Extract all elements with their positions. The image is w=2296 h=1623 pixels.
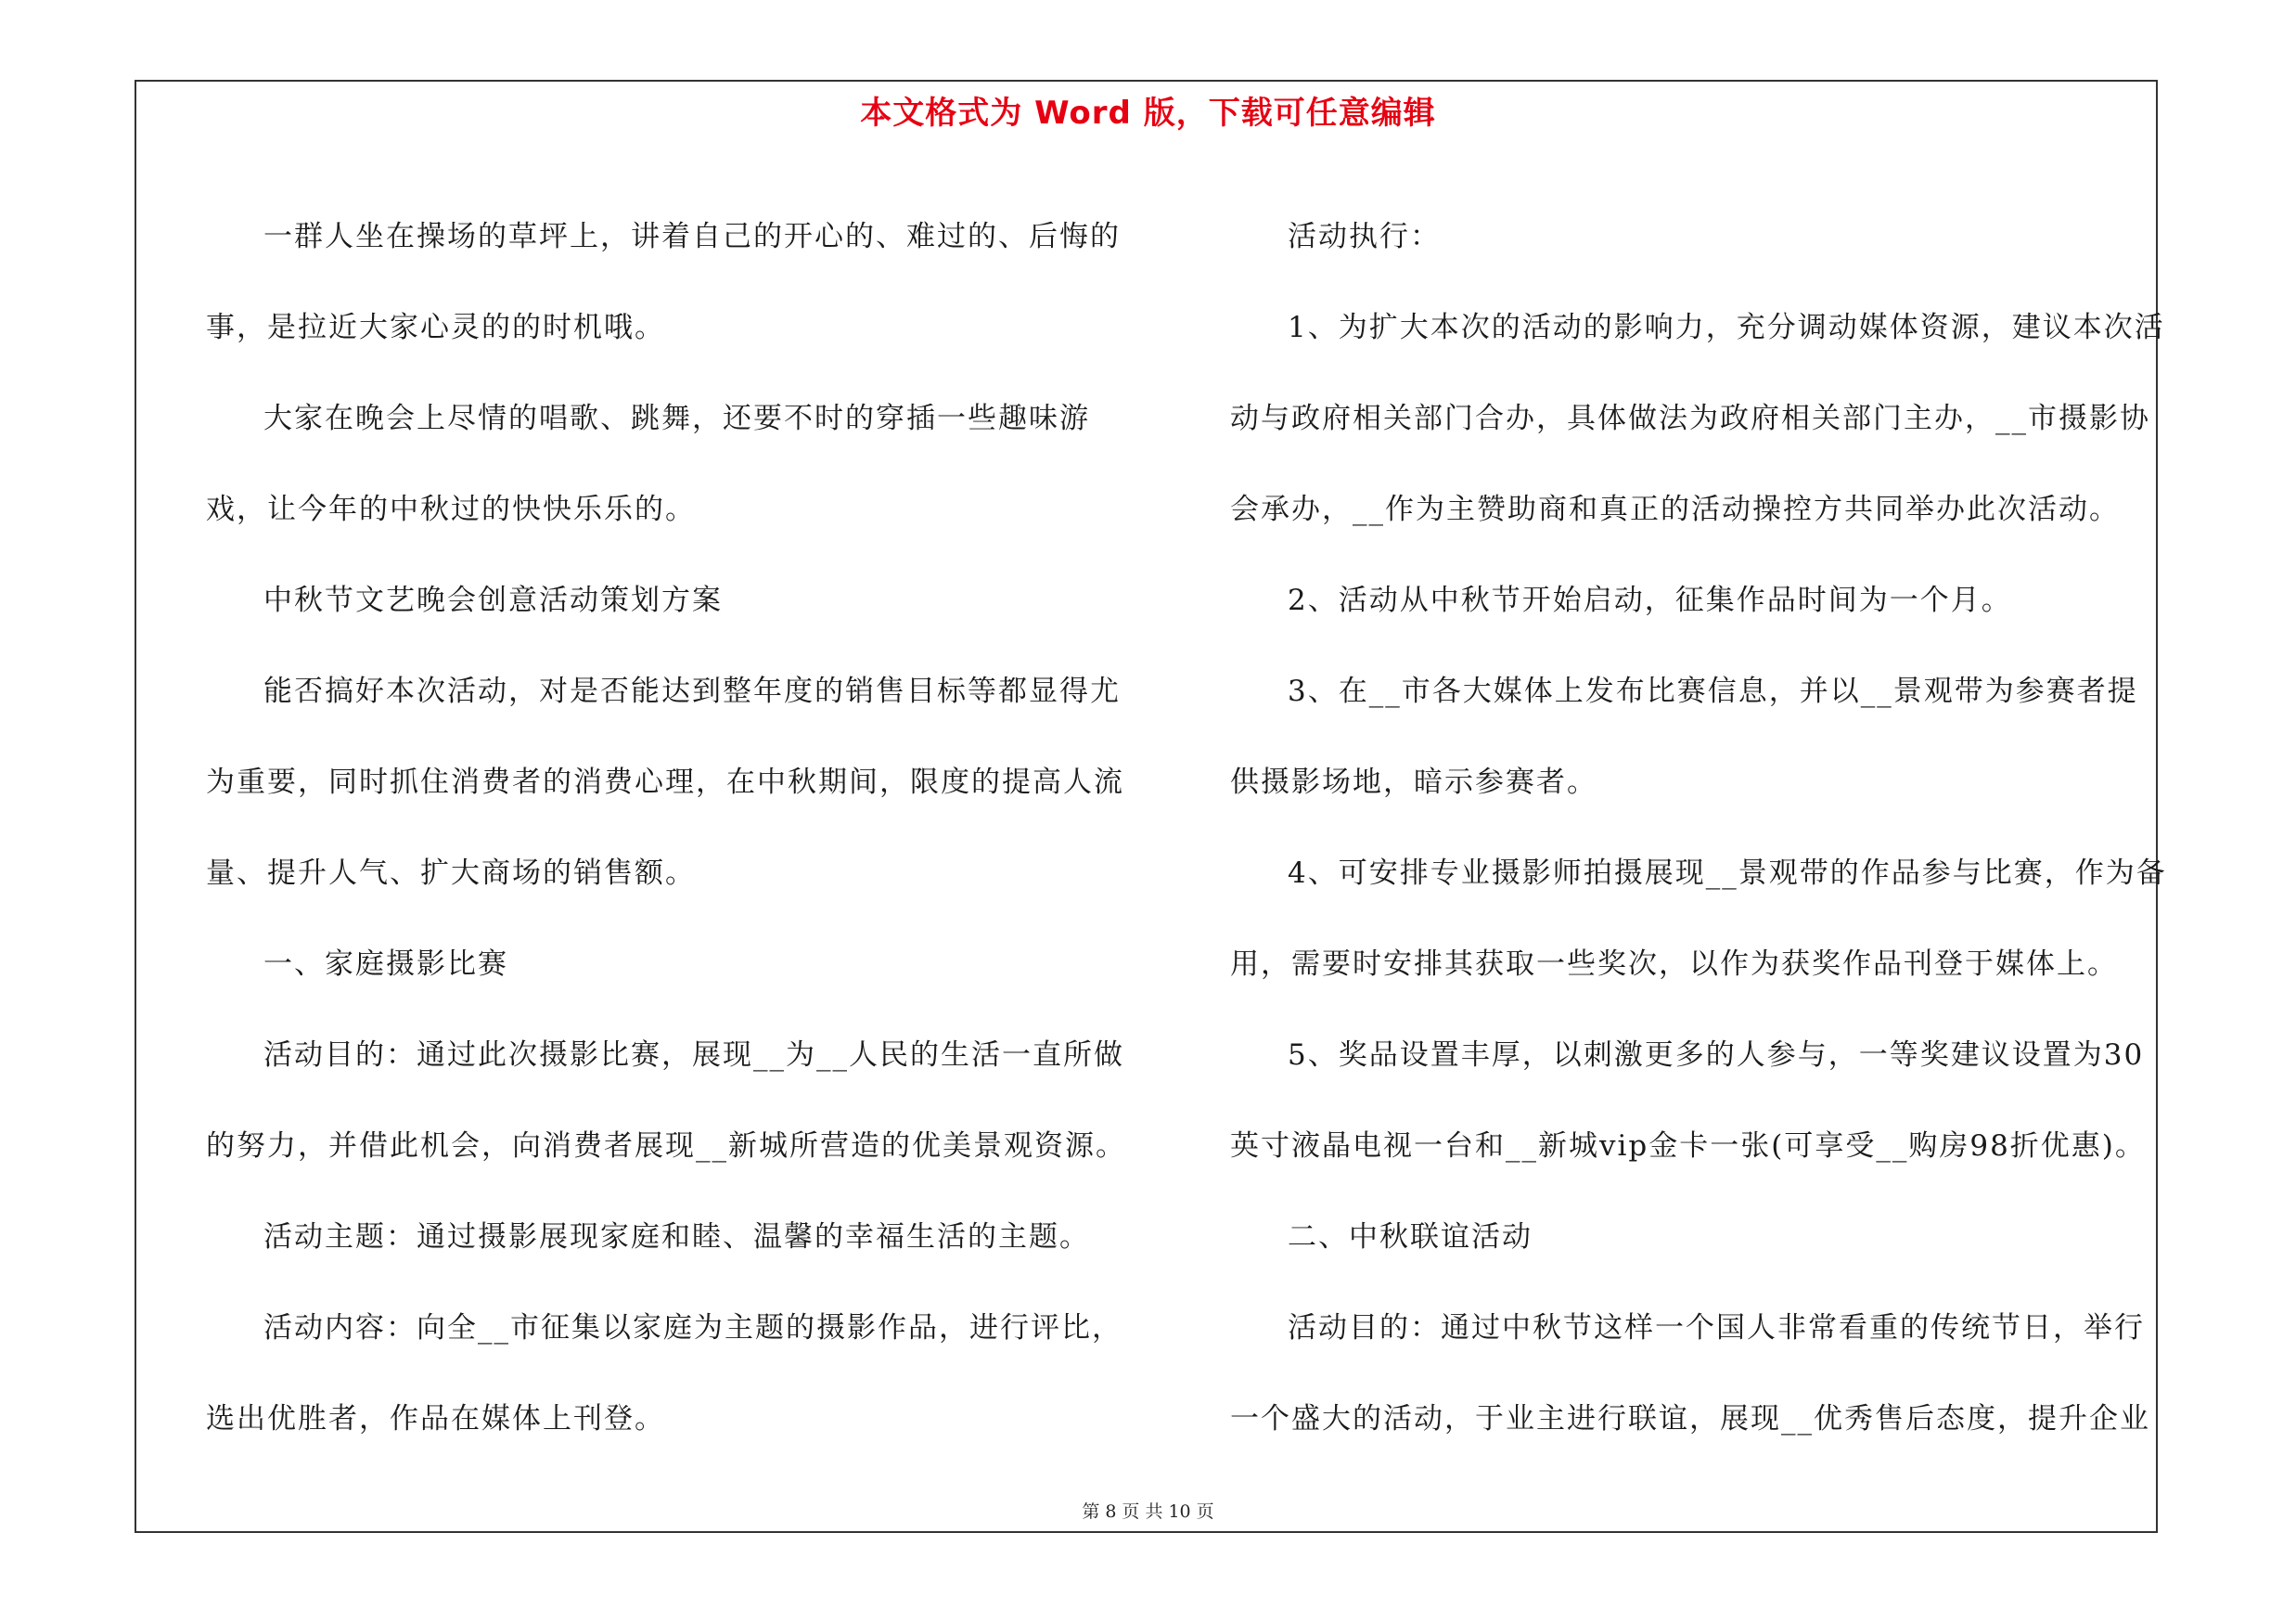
footer-prefix: 第 (1082, 1501, 1100, 1522)
paragraph: 活动内容：向全__市征集以家庭为主题的摄影作品，进行评比，选出优胜者，作品在媒体上刊登。 (206, 1311, 1122, 1436)
paragraph: 3、在__市各大媒体上发布比赛信息，并以__景观带为参赛者提供摄影场地，暗示参赛者。 (1230, 675, 2138, 799)
right-column (1230, 191, 2167, 1464)
paragraph: 能否搞好本次活动，对是否能达到整年度的销售目标等都显得尤为重要，同时抓住消费者的消费心理，在中秋期间，限度的提高人流量、提升人气、扩大商场的销售额。 (206, 675, 1124, 890)
paragraph: 活动目的：通过此次摄影比赛，展现__为__人民的生活一直所做的努力，并借此机会，向消费者展现__新城所营造的优美景观资源。 (206, 1038, 1126, 1163)
section-heading: 二、中秋联谊活动 (1288, 1220, 1533, 1254)
paragraph: 5、奖品设置丰厚，以刺激更多的人参与，一等奖建议设置为30英寸液晶电视一台和__新城vip金卡一张(可享受__购房98折优惠)。 (1230, 1038, 2146, 1163)
total-pages-number: 10 (1168, 1501, 1191, 1522)
paragraph: 1、为扩大本次的活动的影响力，充分调动媒体资源，建议本次活动与政府相关部门合办，具体做法为政府相关部门主办，__市摄影协会承办，__作为主赞助商和真正的活动操控方共同举办此次活动。 (1230, 311, 2165, 526)
paragraph: 2、活动从中秋节开始启动，征集作品时间为一个月。 (1288, 584, 2012, 617)
footer-middle: 页 共 (1122, 1501, 1163, 1522)
page-footer (0, 1498, 2296, 1523)
section-heading: 一、家庭摄影比赛 (263, 947, 508, 981)
current-page-number: 8 (1105, 1501, 1117, 1522)
paragraph: 活动目的：通过中秋节这样一个国人非常看重的传统节日，举行一个盛大的活动，于业主进行联谊，展现__优秀售后态度，提升企业 (1230, 1311, 2150, 1436)
paragraph-heading: 中秋节文艺晚会创意活动策划方案 (263, 584, 723, 617)
left-column (206, 191, 1134, 1464)
format-banner: 本文格式为 Word 版，下载可任意编辑 (860, 95, 1436, 132)
paragraph: 一群人坐在操场的草坪上，讲着自己的开心的、难过的、后悔的事，是拉近大家心灵的的时机哦。 (206, 220, 1121, 344)
paragraph: 大家在晚会上尽情的唱歌、跳舞，还要不时的穿插一些趣味游戏，让今年的中秋过的快快乐乐的。 (206, 402, 1090, 526)
footer-suffix: 页 (1196, 1501, 1214, 1522)
paragraph: 活动主题：通过摄影展现家庭和睦、温馨的幸福生活的主题。 (263, 1220, 1090, 1254)
paragraph-heading: 活动执行： (1288, 220, 1441, 253)
paragraph: 4、可安排专业摄影师拍摄展现__景观带的作品参与比赛，作为备用，需要时安排其获取一些奖次，以作为获奖作品刊登于媒体上。 (1230, 857, 2167, 981)
